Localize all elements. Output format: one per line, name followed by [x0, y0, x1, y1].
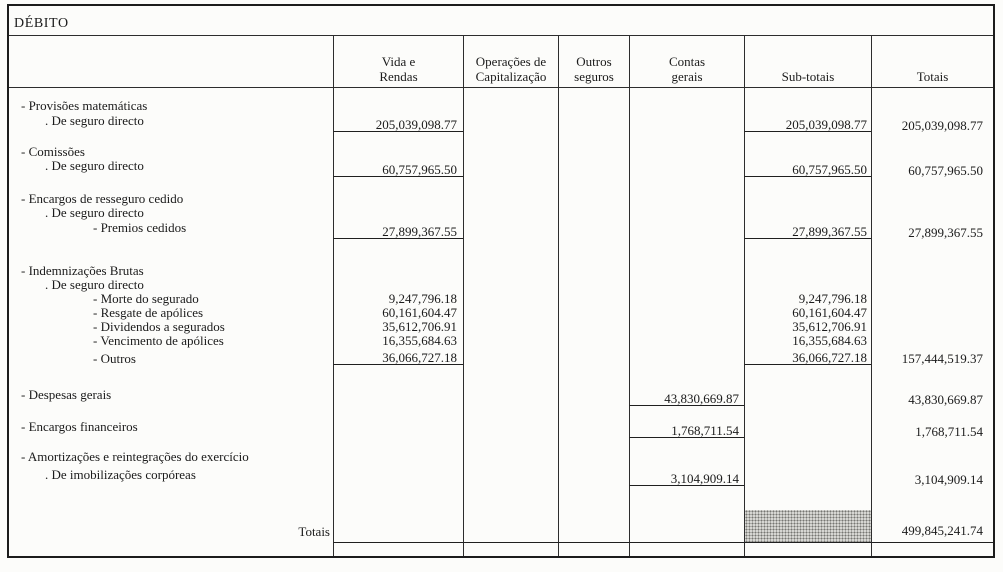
row-label: - Morte do segurado	[93, 291, 199, 306]
header-line: Sub-totais	[781, 69, 835, 84]
cell-contas	[629, 277, 744, 291]
cell-contas	[629, 503, 744, 543]
cell-opcap	[463, 219, 558, 239]
table-row	[9, 347, 993, 365]
cell-opcap	[463, 347, 558, 365]
row-label: . De seguro directo	[45, 205, 144, 220]
cell-opcap	[463, 319, 558, 333]
header-line: Rendas	[379, 69, 418, 84]
cell-sub	[744, 88, 871, 98]
cell-tot	[871, 333, 993, 347]
cell-label	[9, 406, 333, 416]
cell-tot	[871, 319, 993, 333]
amount: 60,757,965.50	[792, 162, 867, 177]
cell-contas	[629, 158, 744, 177]
amount: 16,355,684.63	[792, 333, 867, 348]
row-label: . De seguro directo	[45, 158, 144, 173]
cell-contas	[629, 291, 744, 305]
cell-contas	[629, 239, 744, 263]
spacer-row	[9, 406, 993, 416]
cell-opcap	[463, 239, 558, 263]
cell-tot	[871, 277, 993, 291]
amount: 499,845,241.74	[901, 523, 983, 538]
cell-vida	[333, 449, 463, 463]
cell-vida	[333, 144, 463, 158]
cell-outros	[558, 177, 629, 191]
header-line: Capitalização	[475, 69, 547, 84]
cell-sub	[744, 191, 871, 205]
header-line: Operações de	[475, 54, 547, 69]
cell-label	[9, 416, 333, 438]
cell-vida	[333, 503, 463, 543]
cell-tot	[871, 158, 993, 177]
header-line: Vida e	[381, 54, 416, 69]
cell-contas	[629, 449, 744, 463]
table-body	[9, 88, 993, 556]
cell-outros	[558, 239, 629, 263]
table-row	[9, 305, 993, 319]
cell-tot	[871, 416, 993, 438]
cell-opcap	[463, 503, 558, 543]
cell-contas	[629, 333, 744, 347]
table-row	[9, 219, 993, 239]
cell-outros	[558, 383, 629, 406]
cell-contas	[629, 263, 744, 277]
cell-sub	[744, 263, 871, 277]
header-vida-e-rendas	[333, 36, 463, 87]
amount: 60,161,604.47	[382, 305, 457, 320]
cell-label	[9, 144, 333, 158]
cell-tot	[871, 406, 993, 416]
cell-outros	[558, 365, 629, 383]
row-label: - Premios cedidos	[93, 220, 187, 235]
cell-vida	[333, 98, 463, 112]
cell-opcap	[463, 365, 558, 383]
cell-contas	[629, 219, 744, 239]
cell-tot	[871, 486, 993, 503]
cell-opcap	[463, 449, 558, 463]
cell-vida	[333, 219, 463, 239]
table-row	[9, 463, 993, 486]
cell-opcap	[463, 177, 558, 191]
cell-label	[9, 319, 333, 333]
table-row	[9, 277, 993, 291]
cell-sub	[744, 406, 871, 416]
table-row	[9, 416, 993, 438]
amount: 16,355,684.63	[382, 333, 457, 348]
cell-outros	[558, 406, 629, 416]
cell-contas	[629, 416, 744, 438]
row-label: - Despesas gerais	[21, 387, 112, 402]
amount: 157,444,519.37	[901, 351, 983, 366]
table-row	[9, 291, 993, 305]
cell-label	[9, 543, 333, 556]
cell-opcap	[463, 416, 558, 438]
amount: 205,039,098.77	[375, 117, 457, 132]
cell-outros	[558, 277, 629, 291]
cell-label	[9, 438, 333, 449]
cell-sub	[744, 463, 871, 486]
cell-opcap	[463, 406, 558, 416]
cell-outros	[558, 132, 629, 144]
amount: 205,039,098.77	[785, 117, 867, 132]
cell-sub	[744, 416, 871, 438]
cell-label	[9, 112, 333, 132]
cell-vida	[333, 191, 463, 205]
cell-label	[9, 177, 333, 191]
cell-outros	[558, 205, 629, 219]
cell-label	[9, 365, 333, 383]
cell-tot	[871, 463, 993, 486]
cell-sub	[744, 333, 871, 347]
cell-sub	[744, 347, 871, 365]
cell-contas	[629, 112, 744, 132]
cell-label	[9, 449, 333, 463]
section-title-band	[9, 6, 993, 36]
table-row	[9, 191, 993, 205]
table-row	[9, 112, 993, 132]
cell-opcap	[463, 132, 558, 144]
cell-sub	[744, 205, 871, 219]
cell-tot	[871, 543, 993, 556]
cell-tot	[871, 112, 993, 132]
cell-sub	[744, 291, 871, 305]
amount: 43,830,669.87	[664, 391, 739, 406]
debit-table	[7, 4, 995, 558]
amount: 27,899,367.55	[908, 225, 983, 240]
spacer-row	[9, 365, 993, 383]
cell-opcap	[463, 543, 558, 556]
cell-label	[9, 132, 333, 144]
cell-opcap	[463, 98, 558, 112]
cell-contas	[629, 132, 744, 144]
cell-outros	[558, 263, 629, 277]
cell-sub	[744, 219, 871, 239]
cell-label	[9, 98, 333, 112]
cell-outros	[558, 112, 629, 132]
cell-sub	[744, 503, 871, 543]
cell-vida	[333, 383, 463, 406]
section-title: DÉBITO	[14, 16, 69, 31]
cell-contas	[629, 88, 744, 98]
cell-vida	[333, 347, 463, 365]
amount: 35,612,706.91	[382, 319, 457, 334]
cell-tot	[871, 98, 993, 112]
cell-contas	[629, 383, 744, 406]
cell-sub	[744, 486, 871, 503]
cell-contas	[629, 319, 744, 333]
row-label: - Provisões matemáticas	[21, 98, 148, 113]
cell-opcap	[463, 205, 558, 219]
cell-outros	[558, 305, 629, 319]
column-header-row	[9, 36, 993, 88]
cell-outros	[558, 158, 629, 177]
row-label: - Encargos financeiros	[21, 419, 138, 434]
cell-vida	[333, 406, 463, 416]
cell-contas	[629, 365, 744, 383]
header-row-labels	[9, 36, 333, 87]
cell-sub	[744, 98, 871, 112]
cell-outros	[558, 98, 629, 112]
cell-sub	[744, 158, 871, 177]
cell-outros	[558, 88, 629, 98]
table-row	[9, 158, 993, 177]
cell-contas	[629, 177, 744, 191]
cell-tot	[871, 438, 993, 449]
row-label: - Resgate de apólices	[93, 305, 204, 320]
cell-sub	[744, 144, 871, 158]
shaded-cell	[745, 510, 871, 542]
cell-label	[9, 291, 333, 305]
cell-outros	[558, 543, 629, 556]
row-label: - Amortizações e reintegrações do exercício	[21, 449, 249, 464]
cell-label	[9, 305, 333, 319]
cell-label	[9, 263, 333, 277]
cell-label	[9, 333, 333, 347]
cell-contas	[629, 486, 744, 503]
amount: 60,757,965.50	[908, 163, 983, 178]
cell-label	[9, 347, 333, 365]
cell-label	[9, 158, 333, 177]
cell-opcap	[463, 438, 558, 449]
amount: 27,899,367.55	[382, 224, 457, 239]
cell-sub	[744, 112, 871, 132]
cell-vida	[333, 177, 463, 191]
cell-opcap	[463, 191, 558, 205]
spacer-row	[9, 88, 993, 98]
cell-opcap	[463, 463, 558, 486]
cell-outros	[558, 449, 629, 463]
cell-label	[9, 486, 333, 503]
cell-vida	[333, 239, 463, 263]
cell-vida	[333, 205, 463, 219]
cell-contas	[629, 144, 744, 158]
cell-outros	[558, 416, 629, 438]
cell-tot	[871, 88, 993, 98]
cell-contas	[629, 205, 744, 219]
spacer-row	[9, 486, 993, 503]
spacer-row	[9, 177, 993, 191]
cell-vida	[333, 319, 463, 333]
cell-outros	[558, 319, 629, 333]
row-label: - Encargos de resseguro cedido	[21, 191, 184, 206]
header-line: seguros	[574, 69, 614, 84]
cell-label	[9, 503, 333, 543]
cell-sub	[744, 319, 871, 333]
row-label: - Vencimento de apólices	[93, 333, 224, 348]
spacer-row	[9, 543, 993, 556]
cell-opcap	[463, 88, 558, 98]
cell-vida	[333, 158, 463, 177]
cell-vida	[333, 132, 463, 144]
cell-vida	[333, 463, 463, 486]
cell-vida	[333, 88, 463, 98]
cell-opcap	[463, 158, 558, 177]
spacer-row	[9, 132, 993, 144]
cell-contas	[629, 463, 744, 486]
cell-sub	[744, 177, 871, 191]
amount: 43,830,669.87	[908, 392, 983, 407]
cell-vida	[333, 543, 463, 556]
row-label: . De seguro directo	[45, 277, 144, 292]
table-row	[9, 333, 993, 347]
amount: 1,768,711.54	[915, 424, 983, 439]
cell-sub	[744, 365, 871, 383]
cell-outros	[558, 486, 629, 503]
amount: 36,066,727.18	[382, 350, 457, 365]
cell-outros	[558, 191, 629, 205]
amount: 205,039,098.77	[901, 118, 983, 133]
cell-outros	[558, 503, 629, 543]
row-label: - Dividendos a segurados	[93, 319, 225, 334]
cell-contas	[629, 98, 744, 112]
totals-row	[9, 503, 993, 543]
spacer-row	[9, 239, 993, 263]
table-row	[9, 449, 993, 463]
cell-outros	[558, 291, 629, 305]
cell-sub	[744, 132, 871, 144]
cell-opcap	[463, 263, 558, 277]
cell-tot	[871, 365, 993, 383]
cell-tot	[871, 205, 993, 219]
cell-sub	[744, 383, 871, 406]
cell-sub	[744, 438, 871, 449]
row-label: - Indemnizações Brutas	[21, 263, 144, 278]
cell-label	[9, 463, 333, 486]
cell-opcap	[463, 333, 558, 347]
amount: 9,247,796.18	[388, 291, 457, 306]
cell-opcap	[463, 291, 558, 305]
cell-sub	[744, 305, 871, 319]
cell-sub	[744, 543, 871, 556]
cell-tot	[871, 144, 993, 158]
cell-label	[9, 239, 333, 263]
cell-tot	[871, 263, 993, 277]
cell-contas	[629, 543, 744, 556]
table-row	[9, 319, 993, 333]
cell-vida	[333, 333, 463, 347]
cell-label	[9, 277, 333, 291]
amount: 27,899,367.55	[792, 224, 867, 239]
cell-vida	[333, 263, 463, 277]
header-line: Outros	[576, 54, 612, 69]
cell-label	[9, 219, 333, 239]
amount: 60,757,965.50	[382, 162, 457, 177]
cell-tot	[871, 191, 993, 205]
cell-label	[9, 205, 333, 219]
cell-sub	[744, 239, 871, 263]
header-line: Contas	[668, 54, 706, 69]
cell-tot	[871, 305, 993, 319]
cell-label	[9, 88, 333, 98]
cell-outros	[558, 347, 629, 365]
table-row	[9, 263, 993, 277]
header-sub-totais	[744, 36, 871, 87]
table-row	[9, 383, 993, 406]
cell-contas	[629, 438, 744, 449]
cell-opcap	[463, 112, 558, 132]
cell-opcap	[463, 305, 558, 319]
amount: 36,066,727.18	[792, 350, 867, 365]
cell-tot	[871, 291, 993, 305]
cell-tot	[871, 132, 993, 144]
header-outros-seguros	[558, 36, 629, 87]
header-line: gerais	[671, 69, 703, 84]
header-contas-gerais	[629, 36, 744, 87]
cell-vida	[333, 438, 463, 449]
cell-outros	[558, 438, 629, 449]
cell-outros	[558, 219, 629, 239]
row-label: . De seguro directo	[45, 113, 144, 128]
cell-opcap	[463, 383, 558, 406]
row-label: Totais	[298, 524, 330, 539]
cell-sub	[744, 277, 871, 291]
cell-label	[9, 383, 333, 406]
cell-outros	[558, 333, 629, 347]
cell-outros	[558, 463, 629, 486]
cell-opcap	[463, 486, 558, 503]
header-line: Totais	[916, 69, 949, 84]
cell-vida	[333, 416, 463, 438]
cell-tot	[871, 383, 993, 406]
cell-tot	[871, 219, 993, 239]
cell-contas	[629, 191, 744, 205]
cell-tot	[871, 177, 993, 191]
cell-contas	[629, 406, 744, 416]
cell-vida	[333, 305, 463, 319]
spacer-row	[9, 438, 993, 449]
amount: 60,161,604.47	[792, 305, 867, 320]
table-row	[9, 144, 993, 158]
row-label: - Outros	[93, 351, 136, 366]
cell-outros	[558, 144, 629, 158]
amount: 35,612,706.91	[792, 319, 867, 334]
table-row	[9, 98, 993, 112]
cell-vida	[333, 291, 463, 305]
cell-vida	[333, 486, 463, 503]
row-label: . De imobilizações corpóreas	[45, 467, 196, 482]
amount: 1,768,711.54	[671, 423, 739, 438]
cell-opcap	[463, 277, 558, 291]
amount: 3,104,909.14	[670, 471, 739, 486]
amount: 3,104,909.14	[914, 472, 983, 487]
cell-contas	[629, 347, 744, 365]
cell-vida	[333, 365, 463, 383]
cell-vida	[333, 112, 463, 132]
cell-tot	[871, 503, 993, 543]
cell-sub	[744, 449, 871, 463]
cell-tot	[871, 347, 993, 365]
cell-tot	[871, 239, 993, 263]
table-row	[9, 205, 993, 219]
header-totais	[871, 36, 993, 87]
cell-opcap	[463, 144, 558, 158]
row-label: - Comissões	[21, 144, 85, 159]
cell-contas	[629, 305, 744, 319]
amount: 9,247,796.18	[798, 291, 867, 306]
cell-tot	[871, 449, 993, 463]
cell-vida	[333, 277, 463, 291]
cell-label	[9, 191, 333, 205]
header-operacoes-capitalizacao	[463, 36, 558, 87]
